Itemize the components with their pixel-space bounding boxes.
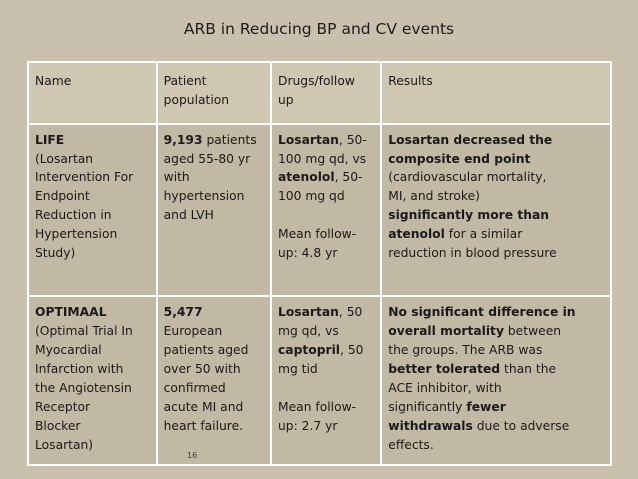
optimaal-results-text: between — [503, 324, 562, 339]
life-drugs-line1 — [278, 131, 376, 150]
life-drugs-cell — [271, 124, 381, 297]
optimaal-drug-losartan: Losartan — [277, 305, 339, 320]
life-results-line6 — [388, 225, 606, 244]
header-drugs-followup — [271, 62, 381, 124]
life-results-atenolol: atenolol — [388, 227, 445, 242]
spacer — [278, 206, 376, 225]
life-name-line: Intervention For — [35, 170, 134, 185]
optimaal-drugs-line: mg tid — [277, 362, 318, 377]
optimaal-patient-count: 5,477 — [163, 305, 203, 320]
header-results-text: Results — [388, 74, 433, 88]
optimaal-name-line: Losartan) — [35, 437, 94, 452]
life-population-cell — [157, 124, 271, 297]
optimaal-population-line: European — [163, 324, 223, 339]
comparison-table — [27, 61, 612, 466]
life-followup-line: up: 4.8 yr — [277, 246, 338, 261]
header-drugs-line2: up — [277, 92, 294, 107]
optimaal-population-line: confirmed — [163, 380, 226, 395]
header-results — [381, 62, 611, 124]
optimaal-results-bold: fewer — [466, 399, 506, 414]
optimaal-results-line: the groups. The ARB was — [388, 343, 543, 358]
life-results-cell — [381, 124, 611, 297]
optimaal-results-bold: overall mortality — [388, 324, 504, 339]
optimaal-name-line: Receptor — [35, 399, 91, 414]
life-name-line: Reduction in — [35, 208, 112, 223]
life-drugs-line3 — [278, 168, 376, 187]
table-header-row — [28, 62, 611, 124]
life-results-line: composite end point — [388, 151, 531, 166]
optimaal-population-cell — [157, 296, 271, 465]
optimaal-results-text: due to adverse — [472, 418, 570, 433]
table-row-life — [28, 124, 611, 297]
optimaal-drugs-cell — [271, 296, 381, 465]
life-population-line: and LVH — [163, 208, 214, 223]
life-population-line: with — [163, 170, 190, 185]
optimaal-results-line: ACE inhibitor, with — [388, 380, 502, 395]
life-drugs-line: 100 mg qd, vs — [277, 151, 367, 166]
optimaal-results-line4 — [388, 360, 606, 379]
life-drug-text: , 50- — [338, 132, 367, 147]
header-name-text: Name — [35, 74, 72, 88]
optimaal-results-line7 — [388, 417, 606, 436]
optimaal-followup-line: up: 2.7 yr — [277, 418, 338, 433]
life-name-line: Endpoint — [35, 189, 90, 204]
optimaal-drugs-line: mg qd, vs — [277, 324, 339, 339]
life-name-line: LIFE — [35, 132, 65, 147]
optimaal-results-line: No significant difference in — [388, 305, 576, 320]
optimaal-population-line: over 50 with — [163, 362, 241, 377]
life-population-line: aged 55-80 yr — [163, 151, 251, 166]
header-population-line1: Patient — [163, 74, 207, 88]
optimaal-results-bold: better tolerated — [388, 362, 501, 377]
life-drug-losartan: Losartan — [277, 132, 339, 147]
life-name-cell — [28, 124, 157, 297]
life-drugs-line: 100 mg qd — [277, 189, 345, 204]
life-results-line: (cardiovascular mortality, — [388, 170, 547, 185]
optimaal-results-text: significantly — [388, 399, 467, 414]
table-row-optimaal — [28, 296, 611, 465]
life-drug-text: , 50- — [334, 170, 363, 185]
header-population-line2: population — [163, 92, 230, 107]
life-population-text: patients — [202, 132, 257, 147]
spacer — [278, 379, 376, 398]
life-results-line: Losartan decreased the — [388, 132, 553, 147]
optimaal-drug-text: , 50 — [340, 343, 364, 358]
optimaal-population-line: heart failure. — [163, 418, 244, 433]
header-drugs-line1: Drugs/follow — [277, 74, 355, 88]
header-patient-population — [157, 62, 271, 124]
optimaal-name-line: the Angiotensin — [35, 380, 132, 395]
life-results-line: MI, and stroke) — [388, 189, 480, 204]
optimaal-results-bold: withdrawals — [388, 418, 473, 433]
life-name-line: Hypertension — [35, 227, 118, 242]
life-patient-count: 9,193 — [163, 132, 203, 147]
life-population-line1 — [164, 131, 266, 150]
optimaal-drug-text: , 50 — [338, 305, 363, 320]
life-name-line: Study) — [35, 246, 76, 261]
optimaal-results-text: than the — [500, 362, 557, 377]
optimaal-name-line: Blocker — [35, 418, 81, 433]
optimaal-name-line: Infarction with — [35, 362, 124, 377]
life-drug-atenolol: atenolol — [277, 170, 335, 185]
life-results-line: reduction in blood pressure — [388, 246, 557, 261]
life-results-text: for a similar — [444, 227, 523, 242]
optimaal-results-line: effects. — [388, 437, 434, 452]
optimaal-name-line: OPTIMAAL — [35, 305, 107, 320]
optimaal-name-line: Myocardial — [35, 343, 102, 358]
optimaal-drugs-line3 — [278, 341, 376, 360]
life-name-line: (Losartan — [35, 151, 94, 166]
optimaal-name-cell — [28, 296, 157, 465]
life-results-line: significantly more than — [388, 208, 550, 223]
optimaal-results-line2 — [388, 322, 606, 341]
optimaal-drugs-line1 — [278, 303, 376, 322]
header-name — [28, 62, 157, 124]
optimaal-drug-captopril: captopril — [277, 343, 340, 358]
optimaal-population-line: patients aged — [163, 343, 249, 358]
optimaal-population-line: acute MI and — [163, 399, 244, 414]
optimaal-followup-line: Mean follow- — [277, 399, 357, 414]
life-population-line: hypertension — [163, 189, 245, 204]
slide-number: 16 — [187, 451, 198, 460]
slide-title: ARB in Reducing BP and CV events — [183, 20, 455, 38]
life-followup-line: Mean follow- — [277, 227, 357, 242]
optimaal-results-line6 — [388, 398, 606, 417]
optimaal-results-cell — [381, 296, 611, 465]
optimaal-name-line: (Optimal Trial In — [35, 324, 133, 339]
